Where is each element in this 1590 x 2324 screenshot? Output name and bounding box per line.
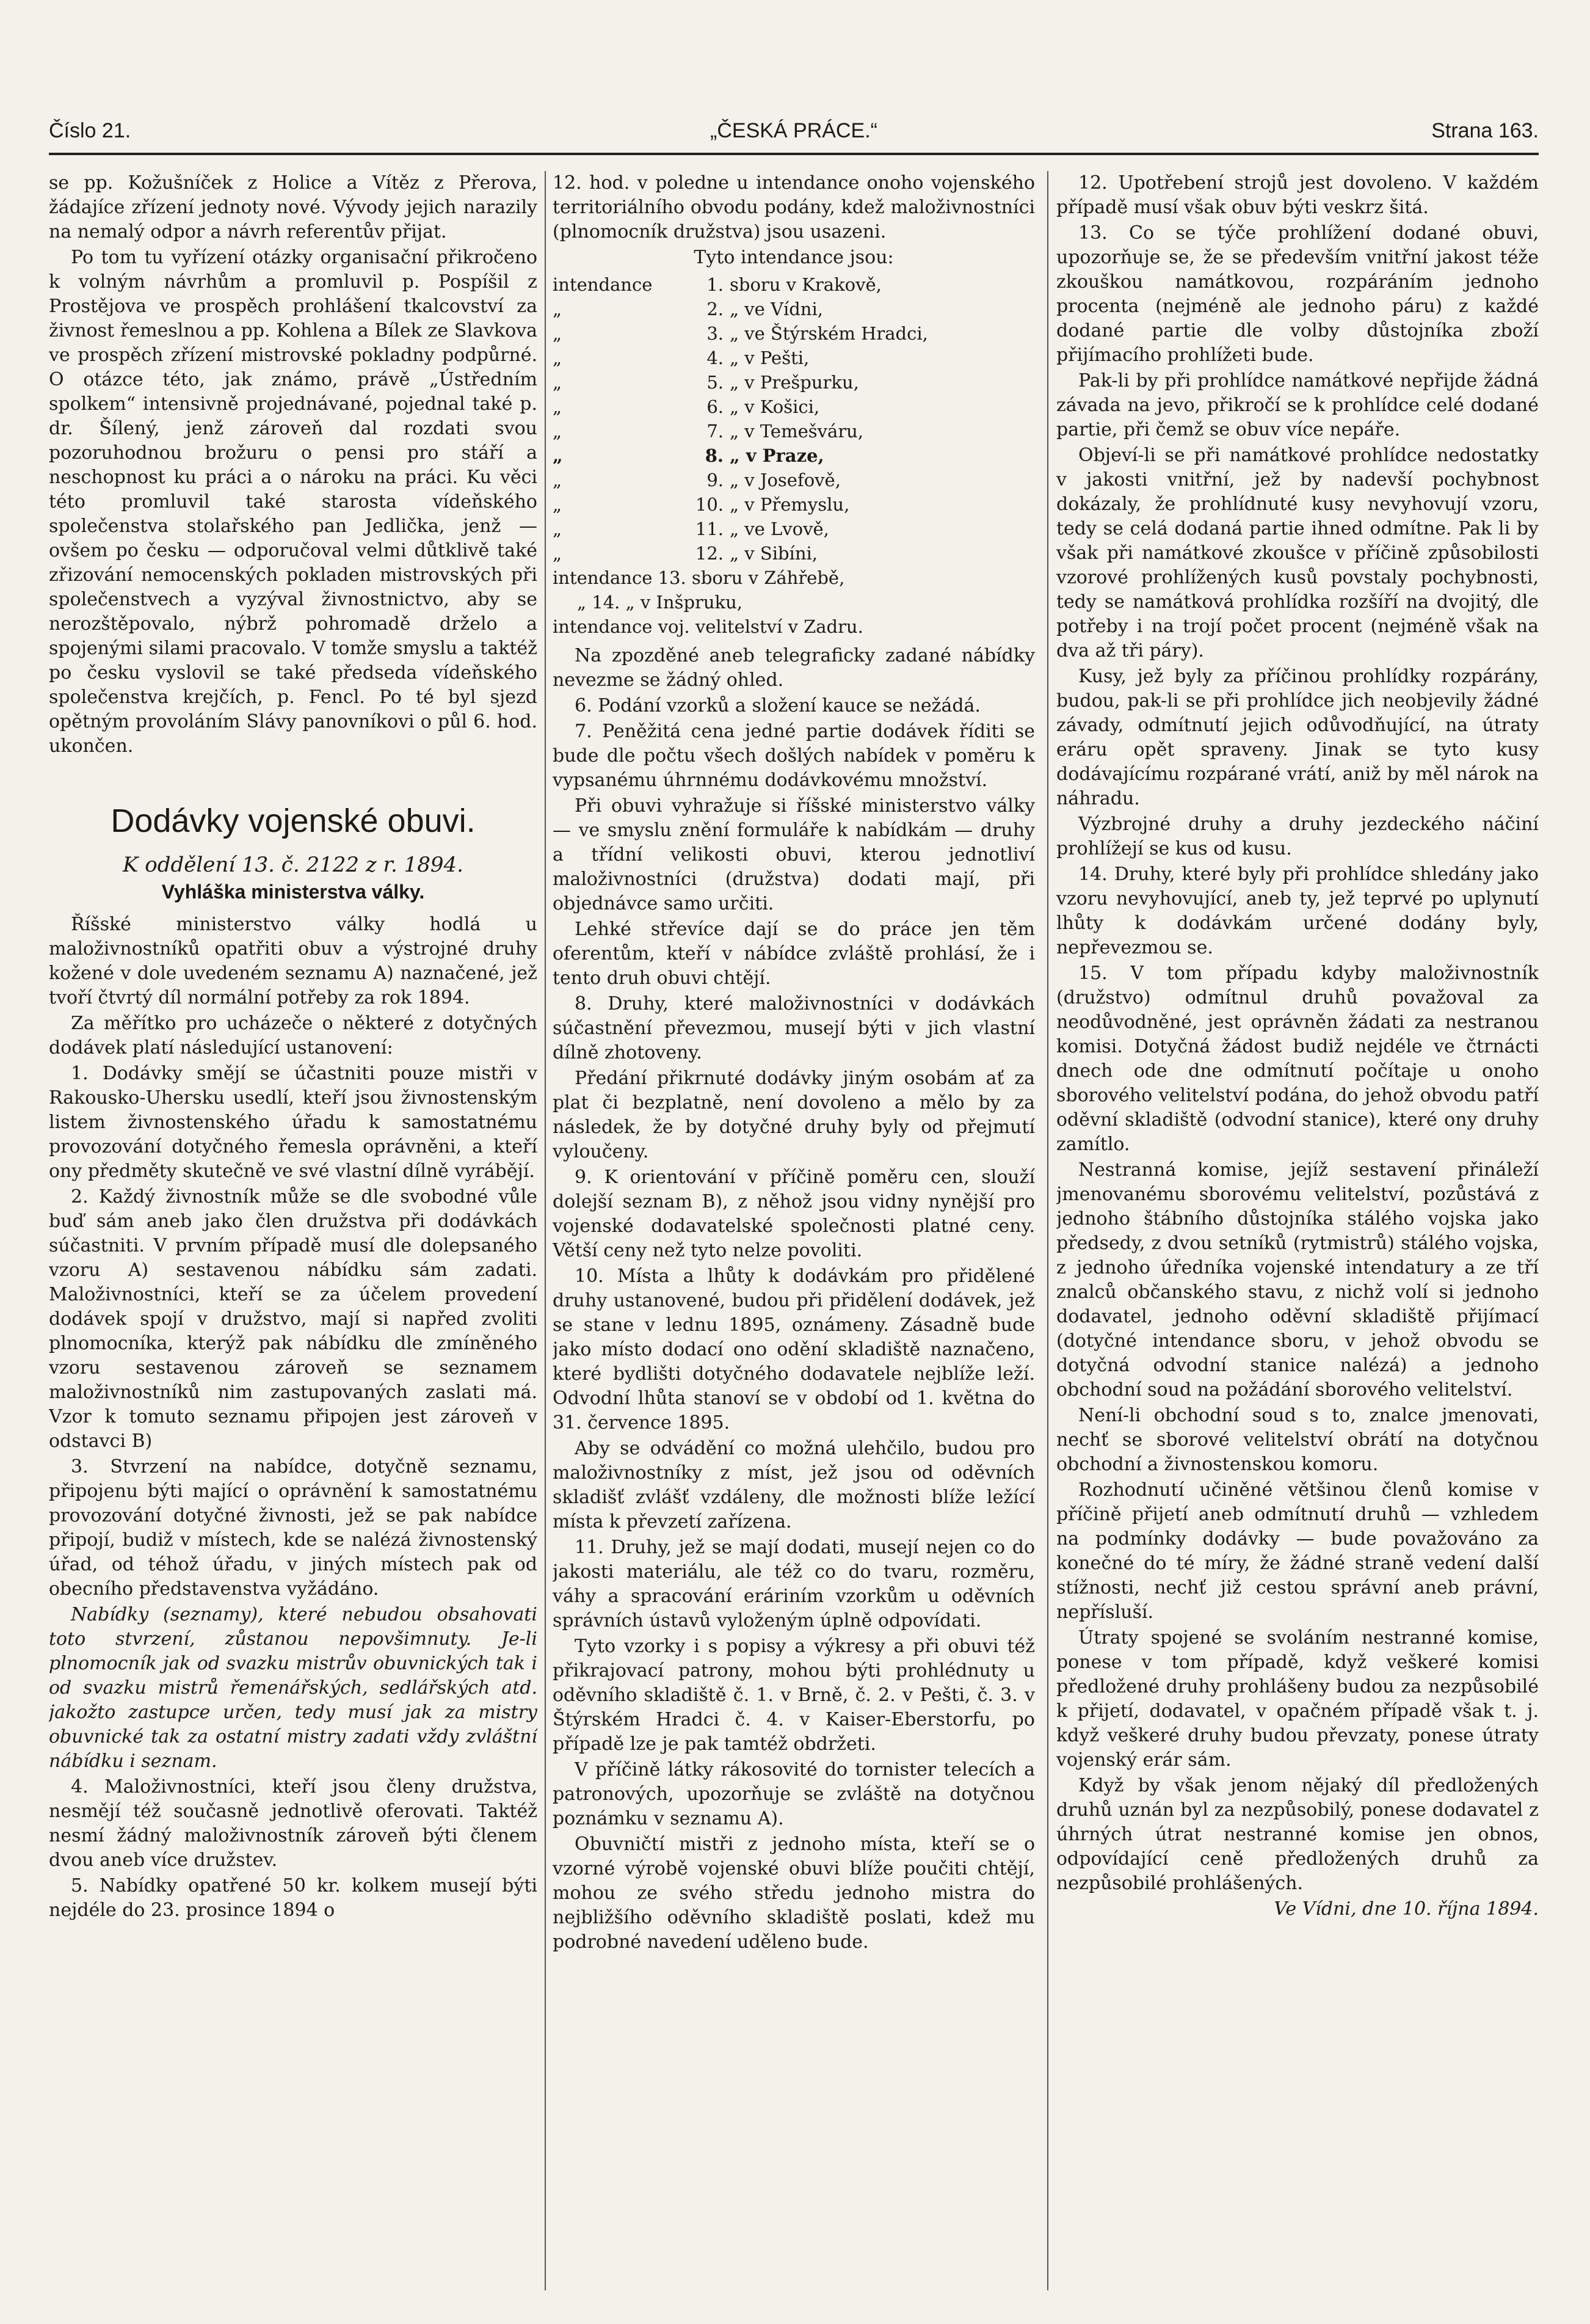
paragraph: Obuvničtí mistři z jednoho místa, kteří se o vzorné výrobě vojenské obuvi blíže poučiti chtějí, mohou ze svého středu jednoho mistra do nejbližšího oděvního skladiště poslati, kdež mu podrobné navedení uděleno bude. [553, 1834, 1035, 1953]
list-item: intendance voj. velitelství v Zadru. [553, 616, 863, 637]
list-item: „ 7. „ v Temešváru, [553, 421, 864, 442]
paragraph: 6. Podání vzorků a složení kauce se nežádá. [575, 695, 981, 716]
paragraph: Objeví-li se při namátkové prohlídce nedostatky v jakosti vnitřní, jež by nadevší pochybnost dokázaly, že prohlídnuté kusy nevyhovují vzoru, tedy se celá dodaná partie ihned odmítne. Pak li by však při namátkové zkoušce v příčině způsobilosti vzorové prohlížených kusů povstaly pochybnosti, tedy se namátková prohlídka rozšíří na dvojitý, dle potřeby i na trojí počet procent (nejméně však na dva až tři páry). [1056, 445, 1539, 661]
column-3 [1056, 171, 1539, 2290]
column-1 [49, 171, 537, 2290]
issue-number: Číslo 21. [49, 119, 131, 142]
paragraph: 4. Maloživnostníci, kteří jsou členy družstva, nesmějí též současně jednotlivě oferovati. Taktéž nesmí žádný maloživnostník zároveň býti členem dvou aneb více družstev. [49, 1776, 537, 1871]
paragraph: 9. K orientování v příčině poměru cen, slouží dolejší seznam B), z něhož jsou vidny nynější pro vojenské dodavatelské společnosti platné ceny. Větší ceny než tyto nelze povoliti. [553, 1167, 1035, 1261]
list-item: „ 10. „ v Přemyslu, [553, 494, 850, 515]
paragraph: 7. Peněžitá cena jedné partie dodávek říditi se bude dle počtu všech došlých nabídek v poměru k vypsanému úhrnnému dodávkovému množství. [553, 721, 1035, 791]
list-item: „ 12. „ v Sibíni, [553, 543, 818, 564]
column-2 [553, 171, 1035, 2290]
list-item: „ 9. „ v Josefově, [553, 470, 841, 490]
paragraph: 11. Druhy, jež se mají dodati, musejí nejen co do jakosti materiálu, ale též co do tvaru, rozměru, váhy a spracování eráriním vzorkům u oděvních správních ústavů vyloženým úplně odpovídati. [553, 1537, 1035, 1631]
paragraph: 5. Nabídky opatřené 50 kr. kolkem musejí býti nejdéle do 23. prosince 1894 o [49, 1875, 537, 1921]
list-item: „ 6. „ v Košici, [553, 396, 820, 417]
list-title: Tyto intendance jsou: [694, 247, 894, 268]
paragraph: 14. Druhy, které byly při prohlídce shledány jako vzoru nevyhovující, aneb ty, jež teprvé po uplynutí lhůty k dodávkám určené dodány byly, nepřevezmou se. [1056, 864, 1539, 958]
list-item: „ 3. „ ve Štýrském Hradci, [553, 323, 928, 344]
paragraph: Tyto vzorky i s popisy a výkresy a při obuvi též přikrajovací patrony, mohou býti prohlédnuty u oděvního skladiště č. 1. v Brně, č. 2. v Pešti, č. 3. v Štýrském Hradci č. 4. v Kaiser-Eberstorfu, po případě lze je pak tamtéž obdržeti. [553, 1636, 1035, 1755]
list-item: „ 2. „ ve Vídni, [553, 299, 823, 319]
paragraph: V příčině látky rákosovité do tornister telecích a patronových, upozorňuje se zvláště na dotyčnou poznámku v seznamu A). [553, 1759, 1035, 1829]
paragraph: 10. Místa a lhůty k dodávkám pro přidělené druhy ustanovené, budou při přidělení dodávek, jež se stane v lednu 1895, oznámeny. Zásadně bude jako místo dodací ono odění skladiště naznačeno, které bydlišti dotyčného dodavatele nejblíže leží. Odvodní lhůta stanoví se v období od 1. května do 31. července 1895. [553, 1266, 1035, 1433]
paragraph: 13. Co se týče prohlížení dodané obuvi, upozorňuje se, že se především vnitřní jakost téže zkouškou namátkovou, rozpáráním jednoho procenta (nejméně ale jednoho páru) z každé dodané partie dle volby důstojníka zboží přijímacího prohlížeti bude. [1056, 222, 1539, 366]
paragraph: Po tom tu vyřízení otázky organisační přikročeno k volným návrhům a promluvil p. Pospíšil z Prostějova ve prospěch prohlášení tkalcovství za živnost řemeslnou a pp. Kohlena a Bílek ze Slavkova ve prospěch zřízení mistrovské pokladny podpůrné. O otázce této, jak známo, právě „Ústředním spolkem“ intensivně projednávané, pojednal také p. dr. Šílený, jenž zároveň dal rozdati svou pozoruhodnou brožuru o pensi pro stáří a neschopnost ku práci a o nároku na práci. Ku věci této promluvil také starosta vídeňského společenstva stolařského pan Jedlička, jenž — ovšem po česku — odporučoval velmi důtklivě také zřizování nemocenských pokladen mistrovských při společenstvech a vyzýval živnostnictvo, aby se nerozštěpovalo, nýbrž pohromadě drželo a spojenými silami pracovalo. V tomže smyslu a taktéž po česku vyslovil se také předseda vídeňského společenstva krejčích, p. Fencl. Po té byl sjezd opětným provoláním Slávy panovníkovi o půl 6. hod. ukončen. [49, 247, 537, 757]
paragraph: Nabídky (seznamy), které nebudou obsahovati toto stvrzení, zůstanou nepovšimnuty. Je-li plnomocník jak od svazku mistrův obuvnických tak i od svazku mistrů řemenářských, sedlářských atd. jakožto zastupce určen, tedy musí jak za mistry obuvnické tak za ostatní mistry zadati vždy zvláštní nábídku i seznam. [49, 1604, 537, 1772]
list-item: intendance 1. sboru v Krakově, [553, 274, 882, 295]
paragraph: Když by však jenom nějaký díl předložených druhů uznán byl za nezpůsobilý, ponese dodavatel z úhrných útrat nestranné komise jen obnos, odpovídající ceně předložených druhů za nezpůsobilé prohlášených. [1056, 1775, 1539, 1894]
paragraph: Za měřítko pro ucházeče o některé z dotyčných dodávek platí následující ustanovení: [49, 1013, 537, 1058]
paragraph: Nestranná komise, jejíž sestavení přináleží jmenovanému sborovému velitelství, pozůstává z jednoho štábního důstojníka stálého vojska jako předsedy, z dvou setníků (rytmistrů) stálého vojska, z jednoho úředníka vojenské intendatury a ze tří znalců občanského stavu, z nichž volí si jednoho dodavatel, jednoho oděvní skladiště přijímací (dotyčné intendance sboru, v jehož obvodu se dotyčná odvodní stanice nalézá) a jednoho obchodní soud na požádání sborového velitelství. [1056, 1159, 1539, 1401]
column-rule-2 [1047, 171, 1048, 2290]
paragraph: 3. Stvrzení na nabídce, dotyčně seznamu, připojenu býti mající o oprávnění k samostatnému provozování dotyčné živnosti, jež se pak nabídce připojí, budiž v místech, kde se nalézá živnostenský úřad, od téhož úřadu, v jiných místech pak od obecního představenstva vyžádáno. [49, 1456, 537, 1600]
list-item: „ 14. „ v Inšpruku, [577, 592, 743, 613]
paragraph: 8. Druhy, které maloživnostníci v dodávkách súčastnění převezmou, musejí býti v jich vlastní dílně zhotoveny. [553, 993, 1035, 1063]
paragraph: Předání přikrnuté dodávky jiným osobám ať za plat či bezplatně, není dovoleno a mělo by za následek, že by dotyčné druhy byly od přejmutí vyloučeny. [553, 1068, 1035, 1162]
paragraph: Lehké střevíce dají se do práce jen těm oferentům, kteří v nábídce zvláště prohlásí, že i tento druh obuvi chtějí. [553, 919, 1035, 989]
article-reference: K oddělení 13. č. 2122 z r. 1894. [123, 853, 463, 877]
paragraph: Kusy, jež byly za příčinou prohlídky rozpárány, budou, pak-li se při prohlídce jich neobjevily žádné závady, odmítnutí jejich odůvodňující, na útraty eráru opět spraveny. Jinak se tyto kusy dodávajícímu rozpárané vrátí, aniž by měl nárok na náhradu. [1056, 666, 1539, 809]
paragraph: 1. Dodávky smějí se účastniti pouze mistři v Rakousko-Uhersku usedlí, kteří jsou živnostenským listem živnostenského úřadu k samostatnému provozování dotyčného řemesla oprávněni, a kteří ony předměty skutečně ve své vlastní dílně vyrábějí. [49, 1063, 537, 1182]
paragraph: Aby se odvádění co možná ulehčilo, budou pro maloživnostníky z míst, jež jsou od oděvních skladišť zvlášť vzdáleny, dle možnosti blíže ležící místa k převzetí zařízena. [553, 1438, 1035, 1532]
paragraph: Říšské ministerstvo války hodlá u maloživnostníků opatřiti obuv a výstrojné druhy kožené v dole uvedeném seznamu A) naznačené, jež tvoří čtvrtý díl normální potřeby za rok 1894. [49, 914, 537, 1008]
paragraph: Při obuvi vyhražuje si říšské ministerstvo války — ve smyslu znění formuláře k nabídkám — druhy a třídní velikosti obuvi, kterou jednotliví maloživnostníci (družstva) dodati mají, při objednávce samo určiti. [553, 795, 1035, 914]
paragraph: se pp. Kožušníček z Holice a Vítěz z Přerova, žádajíce zřízení jednoty nové. Vývody jejich narazily na nemalý odpor a návrh referentův přijat. [49, 172, 537, 242]
paragraph: Výzbrojné druhy a druhy jezdeckého náčiní prohlížejí se kus od kusu. [1056, 814, 1539, 859]
paragraph: 15. V tom případu kdyby maloživnostník (družstvo) odmítnul druhů považoval za neodůvodněné, jest oprávněn žádati za nestranou komisi. Dotyčná žádost budiž nejdéle ve čtrnácti dnech ode dne odmítnutí počítaje u onoho sborového velitelství podána, do jehož obvodu patří oděvní skladiště (odvodní stanice), které ony druhy zamítlo. [1056, 963, 1539, 1155]
list-item: „ 5. „ v Prešpurku, [553, 372, 859, 393]
article-title: Dodávky vojenské obuvi. [111, 803, 476, 839]
article-subtitle: Vyhláška ministerstva války. [161, 881, 425, 903]
page-header [49, 116, 1539, 155]
paragraph: 2. Každý živnostník může se dle svobodné vůle buď sám aneb jako člen družstva při dodávkách súčastniti. V prvním případě musí dle dolepsaného vzoru A) sestavenou nábídku sám zadati. Maloživnostníci, kteří se za účelem provedení dodávek spojí v družstvo, mají si napřed zvoliti plnomocníka, kterýž pak nábídku dle zmíněného vzoru sestavenou zároveň se seznamem maloživnostníků nim zastupovaných zaslati má. Vzor k tomuto seznamu připojen jest zároveň v odstavci B) [49, 1186, 537, 1452]
list-item: „ 8. „ v Praze, [553, 445, 824, 466]
paragraph: Rozhodnutí učiněné většinou členů komise v příčině přijetí aneb odmítnutí druhů — vzhledem na podmínky dodávky — bude považováno za konečné do té míry, že žádné straně vedení další stížnosti, nechť již cestou správní aneb právní, nepřísluší. [1056, 1479, 1539, 1623]
dateline-signature: Ve Vídni, dne 10. října 1894. [1274, 1898, 1539, 1920]
page-number: Strana 163. [1431, 119, 1539, 142]
paragraph: Útraty spojené se svoláním nestranné komise, ponese v tom případě, když veškeré komisi předložené druhy prohlášeny budou za nezpůsobilé k přijetí, dodavatel, v opačném případě však t. j. když veškeré druhy budou převzaty, ponese útraty vojenský erár sám. [1056, 1627, 1539, 1771]
journal-title: „ČESKÁ PRÁCE.“ [710, 119, 877, 142]
paragraph: 12. hod. v poledne u intendance onoho vojenského territoriálního obvodu podány, kdež maloživnostníci (plnomocník družstva) jsou usazeni. [553, 172, 1035, 242]
paragraph: Pak-li by při prohlídce namátkové nepřijde žádná závada na jevo, přikročí se k prohlídce celé dodané partie, při čemž se obuv více nepáře. [1056, 370, 1539, 440]
intendance-list [553, 272, 1035, 639]
list-item: „ 11. „ ve Lvově, [553, 519, 829, 539]
paragraph: Není-li obchodní soud s to, znalce jmenovati, nechť se sborové velitelství obrátí na dotyčnou obchodní a živnostenskou komoru. [1056, 1405, 1539, 1475]
list-item: „ 4. „ v Pešti, [553, 348, 810, 368]
list-item: intendance 13. sboru v Záhřebě, [553, 567, 845, 588]
paragraph: 12. Upotřebení strojů jest dovoleno. V každém případě musí však obuv býti veskrz šitá. [1056, 172, 1539, 218]
paragraph: Na zpozděné aneb telegraficky zadané nábídky nevezme se žádný ohled. [553, 645, 1035, 691]
column-rule-1 [545, 171, 546, 2290]
